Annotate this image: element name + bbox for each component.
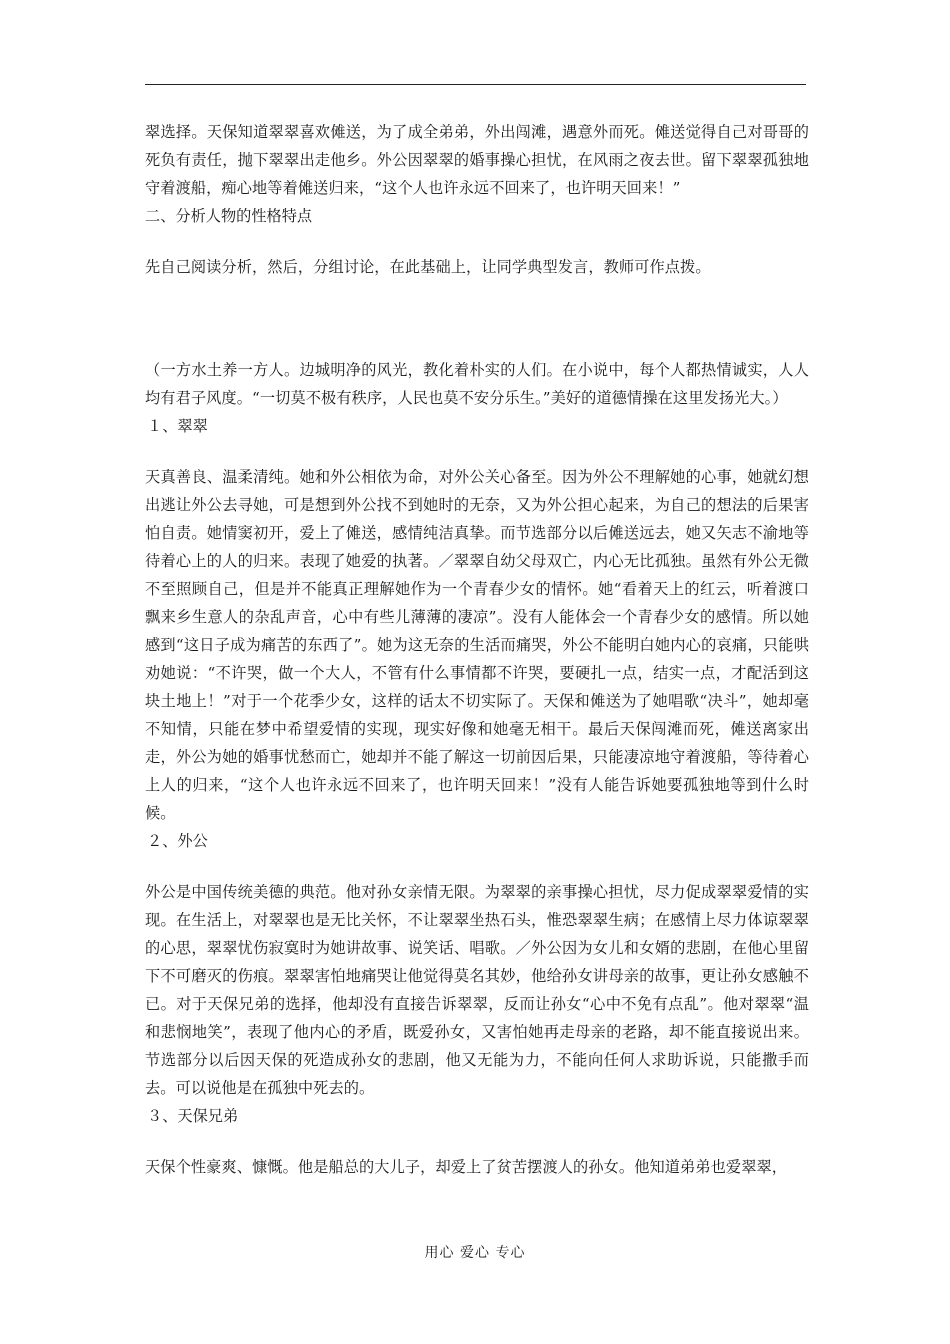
- paragraph-method: 先自己阅读分析，然后，分组讨论，在此基础上，让同学典型发言，教师可作点拨。: [145, 258, 711, 276]
- subheading-waigong: ２、外公: [147, 832, 208, 850]
- header-rule: [145, 84, 806, 85]
- subheading-tianbao: ３、天保兄弟: [147, 1107, 239, 1125]
- document-body: [145, 118, 809, 1181]
- paragraph-tianbao: 天保个性豪爽、慷慨。他是船总的大儿子，却爱上了贫苦摆渡人的孙女。他知道弟弟也爱翠翠，: [145, 1158, 788, 1176]
- paragraph-waigong: 外公是中国传统美德的典范。他对孙女亲情无限。为翠翠的亲事操心担忧，尽力促成翠翠爱情的实现。在生活上，对翠翠也是无比关怀，不让翠翠坐热石头，惟恐翠翠生病；在感情上尽力体谅翠翠的心思，翠翠忧伤寂寞时为她讲故事、说笑话、唱歌。／外公因为女儿和女婿的悲剧，在他心里留下不可磨灭的伤痕。翠翠害怕地痛哭让他觉得莫名其妙，他给孙女讲母亲的故事，更让孙女感触不已。对于天保兄弟的选择，他却没有直接告诉翠翠，反而让孙女“心中不免有点乱”。他对翠翠“温和悲悯地笑”，表现了他内心的矛盾，既爱孙女，又害怕她再走母亲的老路，却不能直接说出来。节选部分以后因天保的死造成孙女的悲剧，他又无能为力，不能向任何人求助诉说，只能撒手而去。可以说他是在孤独中死去的。: [145, 883, 809, 1097]
- subheading-cuicui: １、翠翠: [147, 417, 208, 435]
- paragraph-intro-note: （一方水土养一方人。边城明净的风光，教化着朴实的人们。在小说中，每个人都热情诚实，人人均有君子风度。“一切莫不极有秩序，人民也莫不安分乐生。”美好的道德情操在这里发扬光大。）: [145, 361, 809, 407]
- section-heading-character-analysis: 二、分析人物的性格特点: [145, 207, 313, 225]
- page-footer: 用心 爱心 专心: [424, 1245, 526, 1261]
- paragraph-cuicui: 天真善良、温柔清纯。她和外公相依为命，对外公关心备至。因为外公不理解她的心事，她就幻想出逃让外公去寻她，可是想到外公找不到她时的无奈，又为外公担心起来，为自己的想法的后果害怕自责。她情窦初开，爱上了傩送，感情纯洁真挚。而节选部分以后傩送远去，她又矢志不渝地等待着心上的人的归来。表现了她爱的执著。／翠翠自幼父母双亡，内心无比孤独。虽然有外公无微不至照顾自己，但是并不能真正理解她作为一个青春少女的情怀。她“看着天上的红云，听着渡口飘来乡生意人的杂乱声音，心中有些儿薄薄的凄凉”。没有人能体会一个青春少女的感情。所以她感到“这日子成为痛苦的东西了”。她为这无奈的生活而痛哭，外公不能明白她内心的哀痛，只能哄劝她说：“不许哭，做一个大人，不管有什么事情都不许哭，要硬扎一点，结实一点，才配活到这块土地上！”对于一个花季少女，这样的话太不切实际了。天保和傩送为了她唱歌“决斗”，她却毫不知情，只能在梦中希望爱情的实现，现实好像和她毫无相干。最后天保闯滩而死，傩送离家出走，外公为她的婚事忧愁而亡，她却并不能了解这一切前因后果，只能凄凉地守着渡船，等待着心上人的归来，“这个人也许永远不回来了，也许明天回来！”没有人能告诉她要孤独地等到什么时候。: [145, 468, 809, 822]
- paragraph-story-summary: 翠选择。天保知道翠翠喜欢傩送，为了成全弟弟，外出闯滩，遇意外而死。傩送觉得自己对哥哥的死负有责任，抛下翠翠出走他乡。外公因翠翠的婚事操心担忧，在风雨之夜去世。留下翠翠孤独地守着渡船，痴心地等着傩送归来，“这个人也许永远不回来了，也许明天回来！”: [145, 123, 809, 197]
